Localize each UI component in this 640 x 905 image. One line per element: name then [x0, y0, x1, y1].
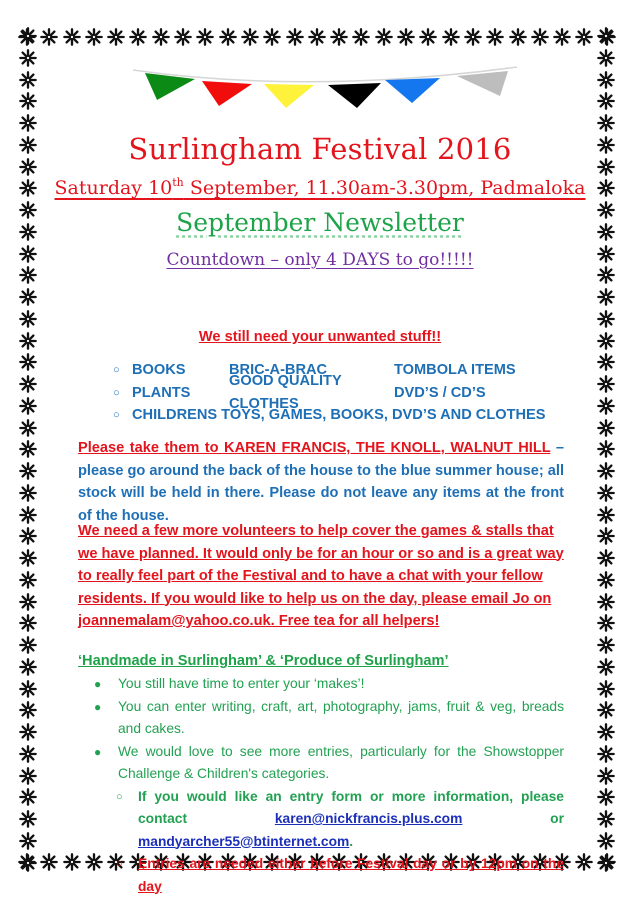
date-prefix: Saturday 10 — [54, 177, 173, 199]
asterisk-icon — [597, 593, 615, 611]
donations-heading: We still need your unwanted stuff!! — [198, 329, 442, 345]
asterisk-icon — [19, 788, 37, 806]
asterisk-icon — [597, 571, 615, 589]
hollow-bullet-icon: ○ — [113, 409, 120, 421]
asterisk-icon — [19, 832, 37, 850]
item-childrens: CHILDRENS TOYS, GAMES, BOOKS, DVD’S AND CLOTHES — [132, 407, 546, 423]
festival-date — [0, 176, 640, 199]
asterisk-icon — [597, 723, 615, 741]
countdown-text: Countdown – only 4 DAYS to go!!!!! — [166, 250, 474, 270]
asterisk-icon — [597, 745, 615, 763]
asterisk-icon — [597, 484, 615, 502]
bunting-flags-icon — [0, 0, 640, 120]
list-item — [78, 673, 564, 696]
email-link-karen[interactable]: karen@nickfrancis.plus.com — [274, 811, 463, 826]
hollow-bullet-icon: ○ — [116, 858, 123, 870]
asterisk-icon — [575, 853, 593, 871]
item-plants: PLANTS — [132, 384, 191, 401]
asterisk-icon — [597, 375, 615, 393]
contact-or: or — [462, 811, 564, 826]
contact-end: . — [349, 833, 354, 849]
asterisk-icon — [19, 571, 37, 589]
bullet-text: You still have time to enter your ‘makes’! — [118, 676, 365, 691]
asterisk-icon — [19, 701, 37, 719]
asterisk-icon — [597, 767, 615, 785]
asterisk-icon — [19, 484, 37, 502]
bullet-text: We would love to see more entries, particularly for the Showstopper Challenge & Children's categories. — [118, 743, 564, 781]
asterisk-icon — [19, 440, 37, 458]
asterisk-icon — [19, 767, 37, 785]
asterisk-icon — [19, 636, 37, 654]
dropoff-address: Please take them to KAREN FRANCIS, THE KNOLL, WALNUT HILL — [78, 440, 551, 456]
asterisk-icon — [597, 636, 615, 654]
list-item — [78, 741, 564, 786]
asterisk-icon — [19, 288, 37, 306]
email-link-mandy[interactable]: mandyarcher55@btinternet.com — [138, 833, 350, 849]
newsletter-subtitle: September Newsletter — [176, 208, 464, 237]
asterisk-icon — [597, 788, 615, 806]
asterisk-icon — [597, 549, 615, 567]
asterisk-icon — [597, 288, 615, 306]
asterisk-icon — [19, 419, 37, 437]
donation-items-list — [113, 359, 583, 427]
item-clothes: GOOD QUALITY CLOTHES — [229, 373, 342, 412]
asterisk-icon — [19, 462, 37, 480]
asterisk-icon — [597, 419, 615, 437]
item-bric-a-brac: BRIC-A-BRAC — [229, 362, 328, 378]
date-superscript: th — [172, 176, 184, 189]
asterisk-icon — [597, 397, 615, 415]
asterisk-icon — [19, 506, 37, 524]
asterisk-icon — [19, 593, 37, 611]
asterisk-icon — [19, 745, 37, 763]
asterisk-icon — [19, 854, 37, 872]
asterisk-icon — [597, 462, 615, 480]
item-dvds-cds: DVD’S / CD’S — [394, 384, 486, 401]
festival-title: Surlingham Festival 2016 — [128, 132, 512, 166]
asterisk-icon — [19, 353, 37, 371]
asterisk-icon — [597, 680, 615, 698]
asterisk-icon — [40, 853, 58, 871]
asterisk-icon — [19, 614, 37, 632]
asterisk-icon — [597, 506, 615, 524]
asterisk-icon — [19, 680, 37, 698]
item-books: BOOKS — [132, 362, 186, 378]
dropoff-paragraph — [78, 437, 564, 527]
asterisk-icon — [19, 375, 37, 393]
asterisk-icon — [597, 658, 615, 676]
deadline-item — [78, 853, 564, 898]
contact-item — [78, 786, 564, 854]
asterisk-icon — [597, 854, 615, 872]
competition-list — [78, 673, 564, 898]
bullet-icon: ● — [94, 744, 102, 759]
dropoff-instructions: – please go around the back of the house to the blue summer house; all stock will be held in there. Please do not leave any items at the front of the house. — [78, 440, 564, 524]
list-item — [78, 696, 564, 741]
item-tombola: TOMBOLA ITEMS — [394, 362, 516, 378]
list-item — [113, 404, 583, 427]
volunteers-paragraph: We need a few more volunteers to help cover the games & stalls that we have planned. It would only be for an hour or so and is a great way to really feel part of the Festival and to have a chat with your fellow residents. If you would like to help us on the day, please email Jo on joannemalam@yahoo.co.uk. Free tea for all helpers! — [78, 523, 564, 629]
asterisk-icon — [597, 810, 615, 828]
competition-heading: ‘Handmade in Surlingham’ & ‘Produce of Surlingham’ — [78, 653, 449, 669]
bullet-icon: ● — [94, 677, 102, 691]
asterisk-icon — [597, 353, 615, 371]
deadline-text: Entries are needed either before Festival day or by 12pm on the day — [138, 856, 564, 894]
asterisk-icon — [19, 527, 37, 545]
asterisk-icon — [19, 723, 37, 741]
bullet-icon: ● — [94, 699, 102, 714]
asterisk-icon — [597, 701, 615, 719]
contact-text: If you would like an entry form or more information, please contact — [138, 788, 564, 826]
asterisk-icon — [597, 832, 615, 850]
date-suffix: September, 11.30am-3.30pm, Padmaloka — [183, 177, 586, 199]
asterisk-icon — [597, 527, 615, 545]
hollow-bullet-icon: ○ — [116, 790, 123, 803]
asterisk-icon — [19, 549, 37, 567]
asterisk-icon — [19, 810, 37, 828]
asterisk-icon — [19, 658, 37, 676]
asterisk-icon — [597, 614, 615, 632]
hollow-bullet-icon: ○ — [113, 364, 120, 376]
bullet-text: You can enter writing, craft, art, photography, jams, fruit & veg, breads and cakes. — [118, 698, 564, 736]
hollow-bullet-icon: ○ — [113, 386, 120, 399]
asterisk-icon — [19, 397, 37, 415]
list-item — [113, 373, 583, 412]
asterisk-icon — [597, 440, 615, 458]
